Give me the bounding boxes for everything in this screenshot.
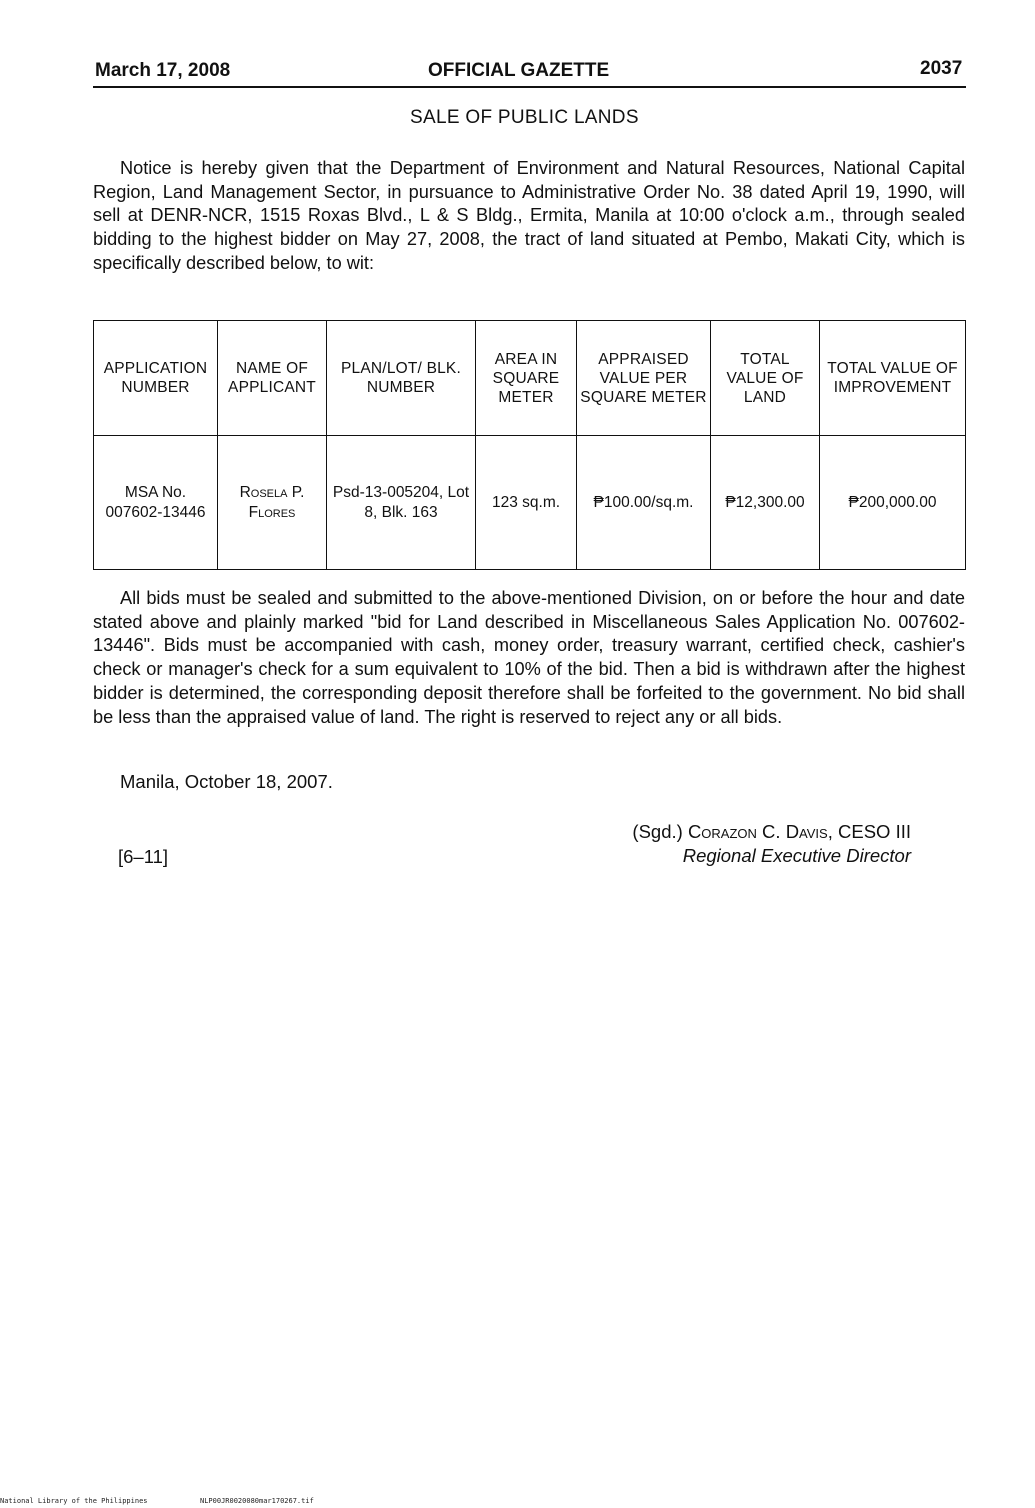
page-number: 2037 xyxy=(920,58,963,79)
cell-total-value-land: ₱12,300.00 xyxy=(711,436,820,570)
cell-appraised-value: ₱100.00/sq.m. xyxy=(577,436,711,570)
table-row xyxy=(94,436,966,570)
land-table xyxy=(93,320,966,570)
publication-title: OFFICIAL GAZETTE xyxy=(428,60,610,81)
signatory-title: Regional Executive Director xyxy=(682,845,911,866)
bids-paragraph: All bids must be sealed and submitted to the above-mentioned Division, on or before the hour and date stated above and plainly marked "bid for Land described in Miscellaneous Sales Application No. 007602-13446". Bids must be accompanied with cash, money order, treasury warrant, certified check, cashier's check or manager's check for a sum equivalent to 10% of the bid. Then a bid is withdrawn after the highest bidder is determined, the corresponding deposit therefore shall be forfeited to the government. No bid shall be less than the appraised value of land. The right is reserved to reject any or all bids. xyxy=(93,588,965,727)
signature-line xyxy=(565,820,911,844)
cell-plan-lot-blk: Psd-13-005204, Lot 8, Blk. 163 xyxy=(327,436,476,570)
footer-library: National Library of the Philippines xyxy=(0,1497,148,1505)
intro-paragraph: Notice is hereby given that the Department of Environment and Natural Resources, National Capital Region, Land Management Sector, in pursuance to Administrative Order No. 38 dated April 19, 1990, will sell at DENR-NCR, 1515 Roxas Blvd., L & S Bldg., Ermita, Manila at 10:00 o'clock a.m., through sealed bidding to the highest bidder on May 27, 2008, the tract of land situated at Pembo, Makati City, which is specifically described below, to wit: xyxy=(93,158,965,273)
cell-name-of-applicant: Rosela P. Flores xyxy=(218,436,327,570)
col-header-application-number: APPLICATION NUMBER xyxy=(94,321,218,436)
section-title: SALE OF PUBLIC LANDS xyxy=(410,107,639,128)
col-header-appraised-value: APPRAISED VALUE PER SQUARE METER xyxy=(577,321,711,436)
signature-sgd: (Sgd.) xyxy=(632,821,683,842)
col-header-name-of-applicant: NAME OF APPLICANT xyxy=(218,321,327,436)
cell-total-value-improvement: ₱200,000.00 xyxy=(820,436,966,570)
cell-area: 123 sq.m. xyxy=(476,436,577,570)
signatory-name: Corazon C. Davis xyxy=(687,821,828,842)
col-header-total-value-improvement: TOTAL VALUE OF IMPROVEMENT xyxy=(820,321,966,436)
cell-application-number: MSA No. 007602-13446 xyxy=(94,436,218,570)
place-date: Manila, October 18, 2007. xyxy=(120,771,333,792)
footer-filename: NLP00JR0020080mar170267.tif xyxy=(200,1497,314,1505)
signature-block xyxy=(565,820,911,868)
signatory-suffix: , CESO III xyxy=(827,821,911,842)
table-header-row xyxy=(94,321,966,436)
col-header-area: AREA IN SQUARE METER xyxy=(476,321,577,436)
header-date: March 17, 2008 xyxy=(95,60,231,81)
col-header-plan-lot-blk: PLAN/LOT/ BLK. NUMBER xyxy=(327,321,476,436)
reference-code: [6–11] xyxy=(118,846,169,867)
col-header-total-value-land: TOTAL VALUE OF LAND xyxy=(711,321,820,436)
header-rule xyxy=(93,86,966,88)
